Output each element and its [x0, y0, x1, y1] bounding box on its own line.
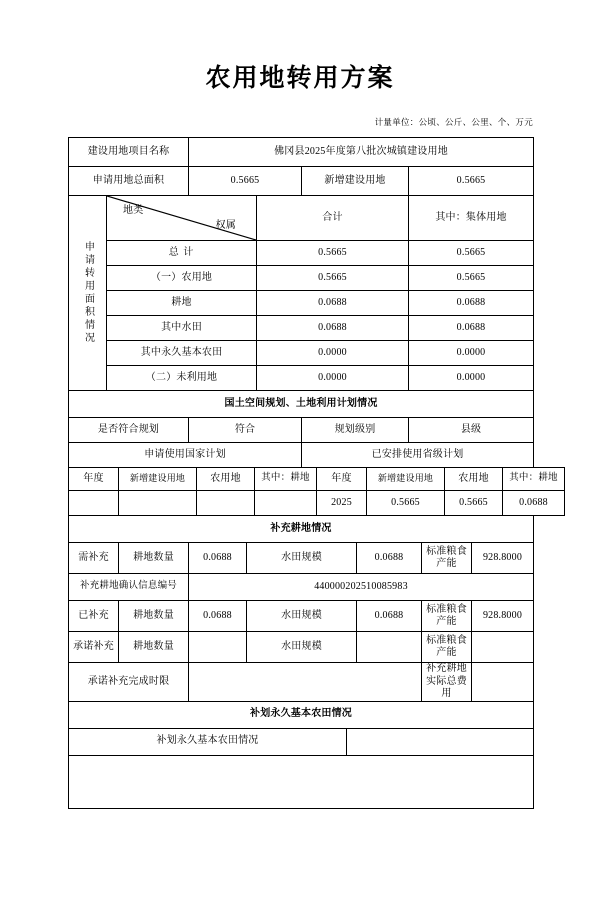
planning-section-title: 国土空间规划、土地利用计划情况	[69, 391, 534, 418]
area-col-collective-header	[409, 196, 534, 241]
promise-grain-label: 标准粮食产能	[422, 632, 472, 663]
area-row-label: 其中永久基本农田	[107, 341, 257, 366]
basic-farmland-row	[69, 728, 534, 755]
promise-grain-value	[472, 632, 534, 663]
area-row-label: （一）农用地	[107, 266, 257, 291]
area-row-total: 0.0688	[257, 291, 409, 316]
area-row-label: 总 计	[107, 241, 257, 266]
plan-value-year-provincial: 2025	[317, 491, 367, 516]
area-row-label: 耕地	[107, 291, 257, 316]
measurement-unit-note: 计量单位：公顷、公斤、公里、个、万元	[374, 117, 533, 127]
diagonal-line	[107, 196, 256, 240]
supplement-done-row	[69, 601, 534, 632]
need-farmland-value: 0.0688	[189, 543, 247, 574]
table-row	[69, 366, 534, 391]
national-plan-label: 申请使用国家计划	[69, 443, 302, 468]
confirm-number-value: 440000202510085983	[189, 574, 534, 601]
table-row-area-header	[69, 196, 534, 241]
need-farmland-label: 耕地数量	[119, 543, 189, 574]
promise-farmland-label: 耕地数量	[119, 632, 189, 663]
need-grain-label: 标准粮食产能	[422, 543, 472, 574]
planning-level-label: 规划级别	[302, 418, 409, 443]
plan-value-newconstruction-provincial: 0.5665	[367, 491, 445, 516]
supplement-need-row	[69, 543, 534, 574]
area-row-collective: 0.5665	[409, 241, 534, 266]
plan-value-farmland-national	[255, 491, 317, 516]
promise-paddy-value	[357, 632, 422, 663]
done-farmland-value: 0.0688	[189, 601, 247, 632]
area-section-vertical-label-text: 申请转用面积情况	[82, 241, 94, 345]
need-supplement-label: 需补充	[69, 543, 119, 574]
need-paddy-label: 水田规模	[247, 543, 357, 574]
table-row	[69, 266, 534, 291]
plan-value-year-national	[69, 491, 119, 516]
plan-detail-table	[68, 467, 565, 516]
confirm-number-label: 补充耕地确认信息编号	[69, 574, 189, 601]
done-paddy-label: 水田规模	[247, 601, 357, 632]
table-row-total-area	[69, 167, 534, 196]
new-construction-value: 0.5665	[409, 167, 534, 196]
area-row-collective: 0.0688	[409, 316, 534, 341]
deadline-value	[189, 663, 422, 702]
area-row-total: 0.5665	[257, 266, 409, 291]
area-col-collective-header-text: 其中：集体用地	[435, 211, 507, 223]
plan-header-year-provincial: 年度	[317, 468, 367, 491]
plan-value-agriland-national	[197, 491, 255, 516]
plan-header-newconstruction-provincial: 新增建设用地	[367, 468, 445, 491]
project-name-label: 建设用地项目名称	[69, 138, 189, 167]
table-row-project-name	[69, 138, 534, 167]
area-row-total: 0.0000	[257, 341, 409, 366]
done-paddy-value: 0.0688	[357, 601, 422, 632]
area-row-total: 0.0688	[257, 316, 409, 341]
basic-farmland-notes-row	[69, 755, 534, 808]
ownership-label: 权属	[215, 219, 237, 231]
basic-farmland-title-row	[69, 701, 534, 728]
supplement-promise-row	[69, 632, 534, 663]
plan-detail-header-row	[69, 468, 565, 491]
basic-farmland-notes	[69, 755, 534, 808]
plan-value-agriland-provincial: 0.5665	[445, 491, 503, 516]
page-title: 农用地转用方案	[205, 65, 395, 92]
landtype-label: 地类	[123, 205, 144, 216]
conform-value: 符合	[189, 418, 302, 443]
total-cost-label: 补充耕地实际总费用	[422, 663, 472, 702]
provincial-plan-label: 已安排使用省级计划	[302, 443, 534, 468]
basic-farmland-label: 补划永久基本农田情况	[69, 728, 347, 755]
plan-header-farmland-provincial: 其中：耕地	[503, 468, 565, 491]
planning-level-value: 县级	[409, 418, 534, 443]
plan-header-agriland-provincial: 农用地	[445, 468, 503, 491]
plan-header-agriland-national: 农用地	[197, 468, 255, 491]
deadline-label: 承诺补充完成时限	[69, 663, 189, 702]
area-row-collective: 0.0688	[409, 291, 534, 316]
table-row-planning-conform	[69, 418, 534, 443]
need-paddy-value: 0.0688	[357, 543, 422, 574]
total-area-label: 申请用地总面积	[69, 167, 189, 196]
basic-farmland-table	[68, 701, 534, 809]
project-name-value: 佛冈县2025年度第八批次城镇建设用地	[189, 138, 534, 167]
plan-detail-value-row	[69, 491, 565, 516]
supplement-confirm-no-row	[69, 574, 534, 601]
new-construction-label: 新增建设用地	[302, 167, 409, 196]
done-grain-value: 928.8000	[472, 601, 534, 632]
need-grain-value: 928.8000	[472, 543, 534, 574]
supplement-section-title: 补充耕地情况	[69, 516, 534, 543]
area-row-total: 0.0000	[257, 366, 409, 391]
table-row-planning-title	[69, 391, 534, 418]
farmland-conversion-table	[68, 137, 534, 468]
supplement-deadline-row	[69, 663, 534, 702]
conform-label: 是否符合规划	[69, 418, 189, 443]
table-row	[69, 341, 534, 366]
total-cost-value	[472, 663, 534, 702]
done-farmland-label: 耕地数量	[119, 601, 189, 632]
table-row	[69, 291, 534, 316]
plan-value-farmland-provincial: 0.0688	[503, 491, 565, 516]
supplement-title-row	[69, 516, 534, 543]
table-row-plan-group-headers	[69, 443, 534, 468]
plan-header-newconstruction-national: 新增建设用地	[119, 468, 197, 491]
main-table-container	[0, 137, 600, 809]
supplement-farmland-table	[68, 515, 534, 702]
area-row-collective: 0.0000	[409, 341, 534, 366]
basic-farmland-section-title: 补划永久基本农田情况	[69, 701, 534, 728]
area-col-total-header-text: 合计	[322, 211, 343, 223]
plan-value-newconstruction-national	[119, 491, 197, 516]
area-col-total-header	[257, 196, 409, 241]
area-row-collective: 0.0000	[409, 366, 534, 391]
plan-header-year-national: 年度	[69, 468, 119, 491]
area-row-label: （二）未利用地	[107, 366, 257, 391]
area-section-vertical-label	[69, 196, 107, 391]
done-supplement-label: 已补充	[69, 601, 119, 632]
area-row-collective: 0.5665	[409, 266, 534, 291]
landtype-ownership-diagonal-header	[107, 196, 257, 241]
document-page	[0, 58, 600, 906]
plan-header-farmland-national: 其中：耕地	[255, 468, 317, 491]
table-row	[69, 316, 534, 341]
area-row-total: 0.5665	[257, 241, 409, 266]
basic-farmland-value	[347, 728, 534, 755]
promise-farmland-value	[189, 632, 247, 663]
table-row	[69, 241, 534, 266]
done-grain-label: 标准粮食产能	[422, 601, 472, 632]
promise-paddy-label: 水田规模	[247, 632, 357, 663]
promise-supplement-label: 承诺补充	[69, 632, 119, 663]
area-row-label: 其中水田	[107, 316, 257, 341]
total-area-value: 0.5665	[189, 167, 302, 196]
